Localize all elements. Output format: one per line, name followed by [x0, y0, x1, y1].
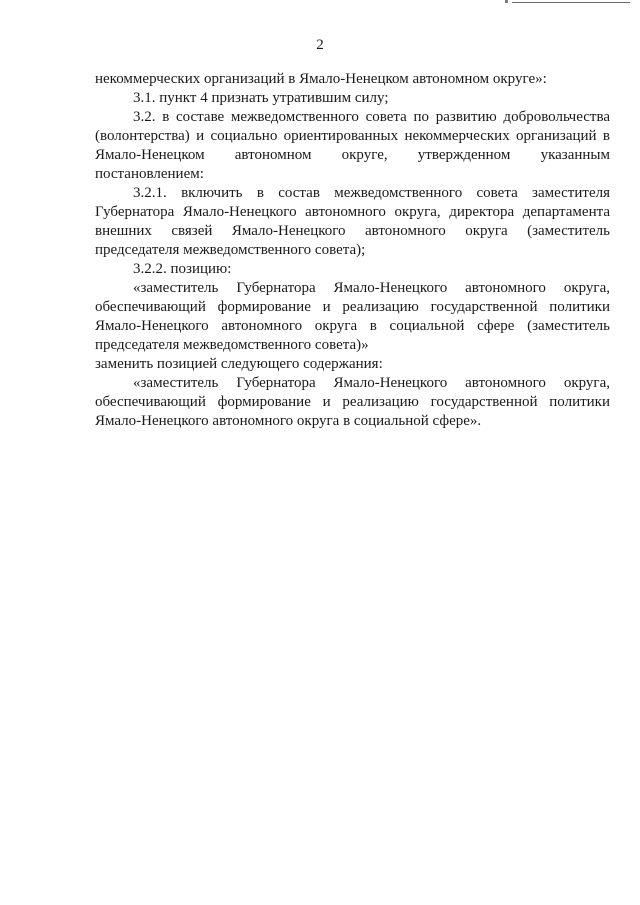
quoted-old-position: «заместитель Губернатора Ямало-Ненецкого автономного округа, обеспечивающий формирование и реализацию государственной политики Ямало-Ненецкого автономного округа в социальной сфере (заместитель председателя межведомственного совета)»	[95, 280, 610, 353]
scan-mark	[505, 0, 508, 3]
paragraph-continuation: некоммерческих организаций в Ямало-Ненецком автономном округе»:	[95, 71, 547, 87]
paragraph-3-2-2: 3.2.2. позицию:	[133, 261, 232, 277]
page-number: 2	[316, 37, 324, 53]
paragraph-replace: заменить позицией следующего содержания:	[95, 356, 383, 372]
document-body	[95, 70, 610, 431]
header-rule	[512, 2, 630, 3]
paragraph-3-2-1: 3.2.1. включить в состав межведомственного совета заместителя Губернатора Ямало-Ненецкого автономного округа, директора департамента внешних связей Ямало-Ненецкого автономного округа (заместитель председателя межведомственного совета);	[95, 185, 610, 258]
paragraph-3-2: 3.2. в составе межведомственного совета по развитию добровольчества (волонтерства) и социально ориентированных некоммерческих организаций в Ямало-Ненецком автономном округе, утвержденном указанным постановлением:	[95, 109, 610, 182]
quoted-new-position: «заместитель Губернатора Ямало-Ненецкого автономного округа, обеспечивающий формирование и реализацию государственной политики Ямало-Ненецкого автономного округа в социальной сфере».	[95, 375, 610, 429]
paragraph-3-1: 3.1. пункт 4 признать утратившим силу;	[133, 90, 389, 106]
